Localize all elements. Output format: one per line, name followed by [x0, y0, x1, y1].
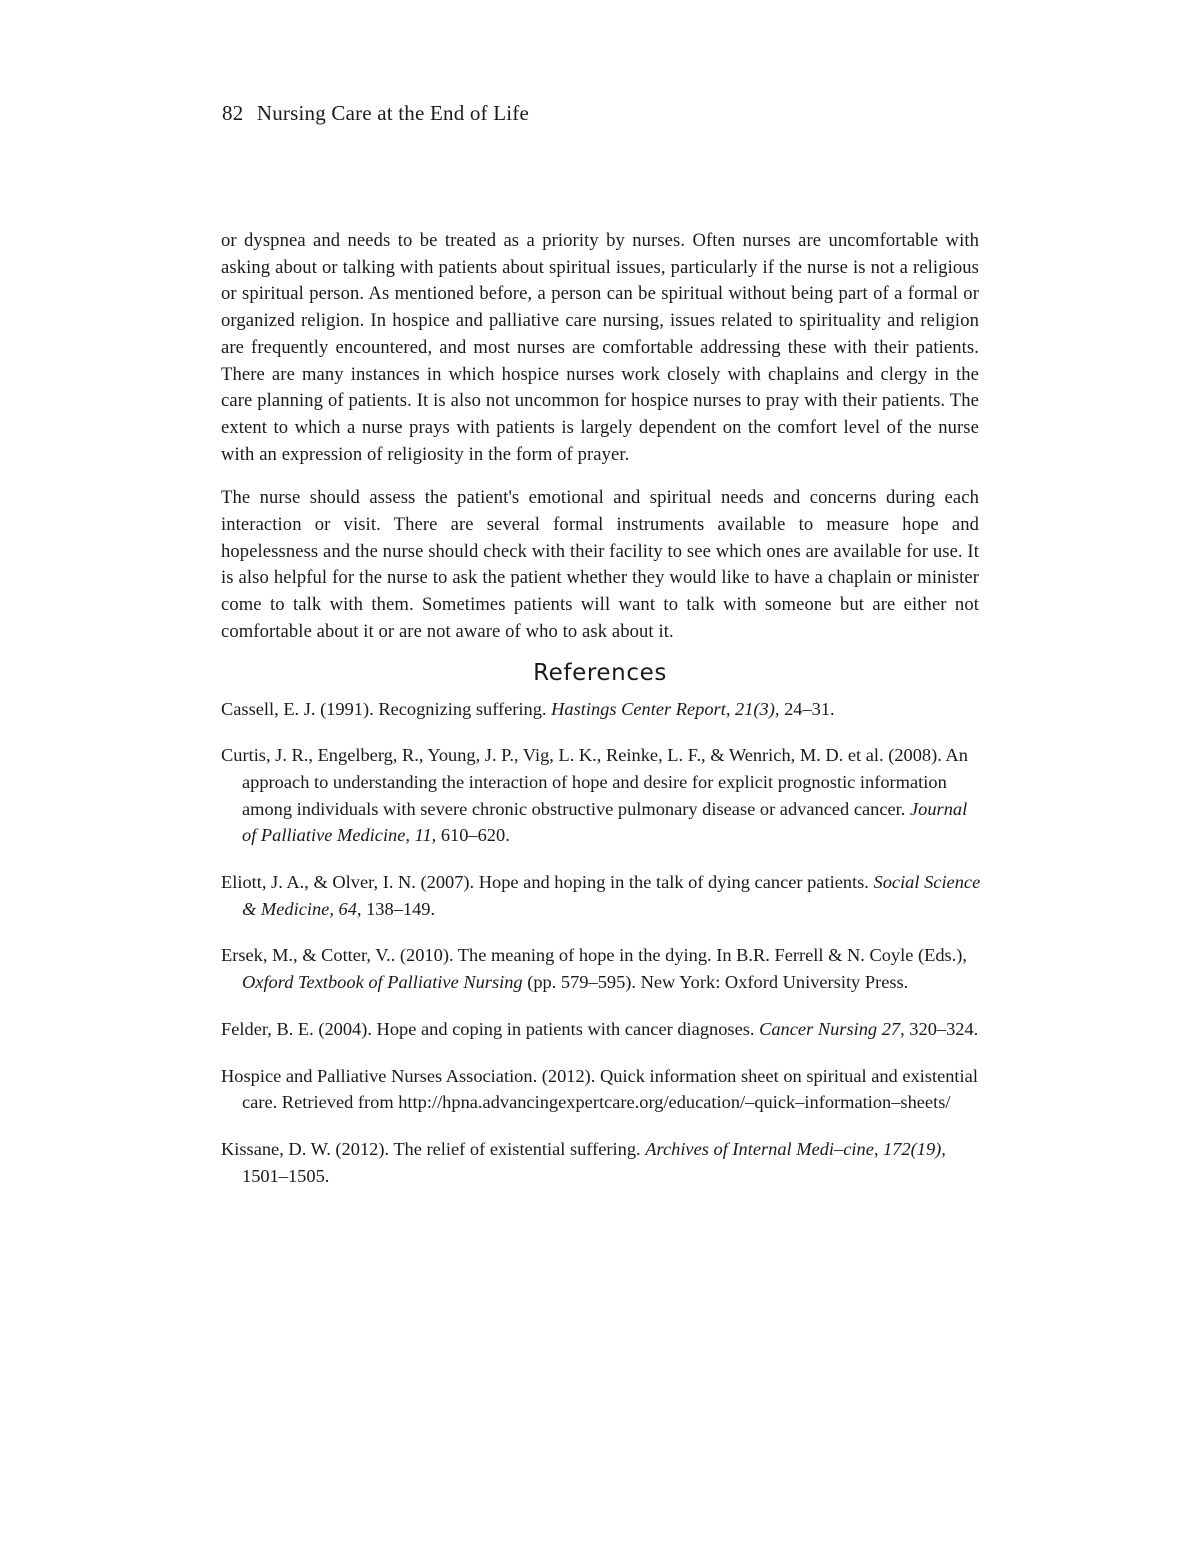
reference-text: Kissane, D. W. (2012). The relief of existential suffering.: [221, 1138, 646, 1159]
reference-item: [221, 1136, 982, 1189]
reference-list: [221, 696, 979, 1190]
reference-text: 1501–1505.: [242, 1165, 330, 1186]
reference-journal: Archives of Internal Medi–cine, 172(19),: [645, 1138, 946, 1159]
body-paragraph: The nurse should assess the patient's emotional and spiritual needs and concerns during each interaction or visit. There are several formal instruments available to measure hope and hopelessness and the nurse should check with their facility to see which ones are available for use. It is also helpful for the nurse to ask the patient whether they would like to have a chaplain or minister come to talk with them. Sometimes patients will want to talk with someone but are either not comfortable about it or are not aware of who to ask about it.: [221, 487, 979, 642]
reference-text: Eliott, J. A., & Olver, I. N. (2007). Hope and hoping in the talk of dying cancer patients.: [221, 872, 874, 893]
page-content: [221, 228, 979, 1209]
reference-text: Felder, B. E. (2004). Hope and coping in patients with cancer diagnoses.: [221, 1018, 760, 1039]
reference-text: Ersek, M., & Cotter, V.. (2010). The meaning of hope in the dying. In B.R. Ferrell & N. Coyle (Eds.),: [221, 945, 968, 966]
reference-journal: Hastings Center Report, 21(3),: [551, 698, 780, 719]
references-heading: References: [533, 659, 667, 686]
reference-text: 610–620.: [436, 825, 510, 846]
reference-text: 320–324.: [904, 1018, 979, 1039]
reference-item: [221, 1016, 982, 1043]
reference-journal: Oxford Textbook of Palliative Nursing: [242, 972, 523, 993]
reference-text: (pp. 579–595). New York: Oxford University Press.: [522, 972, 909, 993]
reference-journal: Social Science & Medicine, 64,: [242, 872, 981, 919]
reference-item: [221, 1063, 982, 1116]
reference-item: [221, 869, 982, 922]
book-title: Nursing Care at the End of Life: [256, 101, 529, 125]
body-paragraph: or dyspnea and needs to be treated as a priority by nurses. Often nurses are uncomfortable with asking about or talking with patients about spiritual issues, particularly if the nurse is not a religious or spiritual person. As mentioned before, a person can be spiritual without being part of a formal or organized religion. In hospice and palliative care nursing, issues related to spirituality and religion are frequently encountered, and most nurses are comfortable addressing these with their patients. There are many instances in which hospice nurses work closely with chaplains and clergy in the care planning of patients. It is also not uncommon for hospice nurses to pray with their patients. The extent to which a nurse prays with patients is largely dependent on the comfort level of the nurse with an expression of religiosity in the form of prayer.: [221, 230, 979, 465]
reference-text: Hospice and Palliative Nurses Association. (2012). Quick information sheet on spiritual and existential care. Retrieved from http://hpna.advancingexpertcare.org/education/–quick–information–sheets/: [221, 1065, 978, 1113]
reference-text: Curtis, J. R., Engelberg, R., Young, J. P., Vig, L. K., Reinke, L. F., & Wenrich, M. D. et al. (2008). An approach to understanding the interaction of hope and desire for explicit prognostic information among individuals with severe chronic obstructive pulmonary disease or advanced cancer.: [221, 745, 968, 819]
reference-item: [221, 696, 982, 723]
reference-item: [221, 742, 982, 849]
page-number: 82: [222, 101, 244, 125]
reference-item: [221, 942, 982, 995]
reference-text: 24–31.: [779, 698, 835, 719]
reference-journal: Cancer Nursing 27,: [759, 1018, 905, 1039]
reference-text: 138–149.: [361, 898, 436, 919]
reference-text: Cassell, E. J. (1991). Recognizing suffering.: [221, 698, 552, 719]
reference-journal: Journal of Palliative Medicine, 11,: [242, 798, 968, 846]
running-head: [222, 101, 529, 126]
